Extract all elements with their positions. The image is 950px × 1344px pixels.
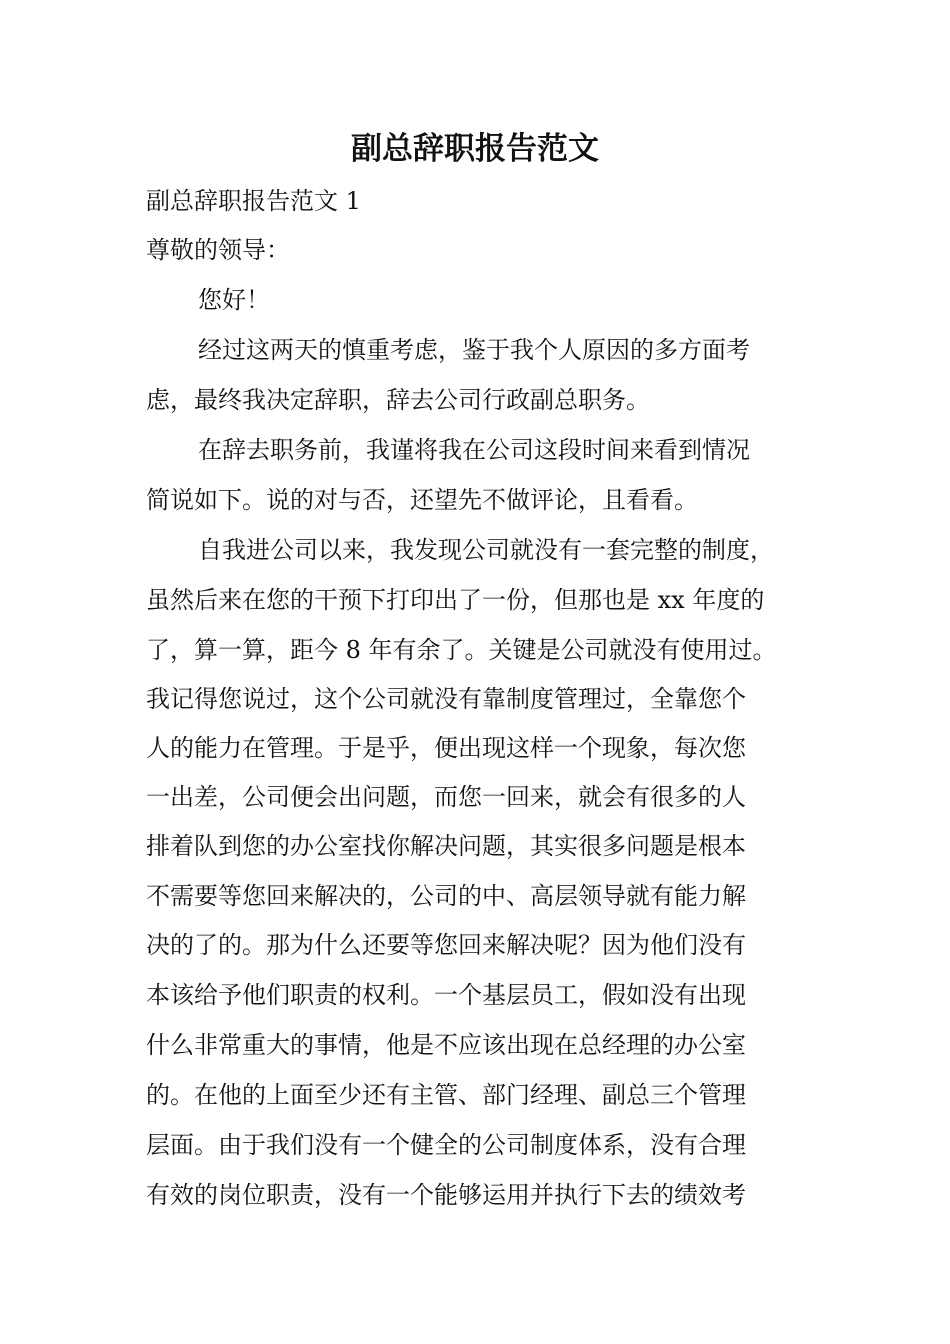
salutation: 尊敬的领导： bbox=[146, 236, 290, 264]
body-line: 的。在他的上面至少还有主管、部门经理、副总三个管理 bbox=[146, 1081, 746, 1109]
body-line: 什么非常重大的事情，他是不应该出现在总经理的办公室 bbox=[146, 1031, 746, 1059]
greeting: 您好！ bbox=[198, 286, 270, 314]
document-title: 副总辞职报告范文 bbox=[351, 131, 599, 167]
document-subtitle: 副总辞职报告范文 1 bbox=[146, 187, 361, 215]
body-line: 自我进公司以来，我发现公司就没有一套完整的制度， bbox=[198, 536, 774, 564]
body-line: 不需要等您回来解决的，公司的中、高层领导就有能力解 bbox=[146, 882, 746, 910]
body-line: 我记得您说过，这个公司就没有靠制度管理过，全靠您个 bbox=[146, 685, 746, 713]
body-line: 一出差，公司便会出问题，而您一回来，就会有很多的人 bbox=[146, 783, 746, 811]
body-line: 有效的岗位职责，没有一个能够运用并执行下去的绩效考 bbox=[146, 1181, 746, 1209]
body-line: 在辞去职务前，我谨将我在公司这段时间来看到情况 bbox=[198, 436, 750, 464]
body-line: 层面。由于我们没有一个健全的公司制度体系，没有合理 bbox=[146, 1131, 746, 1159]
body-line: 简说如下。说的对与否，还望先不做评论，且看看。 bbox=[146, 486, 698, 514]
body-line: 排着队到您的办公室找你解决问题，其实很多问题是根本 bbox=[146, 832, 746, 860]
body-line: 本该给予他们职责的权利。一个基层员工，假如没有出现 bbox=[146, 981, 746, 1009]
body-line: 经过这两天的慎重考虑，鉴于我个人原因的多方面考 bbox=[198, 336, 750, 364]
body-line: 虽然后来在您的干预下打印出了一份，但那也是 xx 年度的 bbox=[146, 586, 765, 614]
body-line: 决的了的。那为什么还要等您回来解决呢？因为他们没有 bbox=[146, 931, 746, 959]
body-line: 虑，最终我决定辞职，辞去公司行政副总职务。 bbox=[146, 386, 650, 414]
body-line: 了，算一算，距今 8 年有余了。关键是公司就没有使用过。 bbox=[146, 636, 777, 664]
body-line: 人的能力在管理。于是乎，便出现这样一个现象，每次您 bbox=[146, 734, 746, 762]
